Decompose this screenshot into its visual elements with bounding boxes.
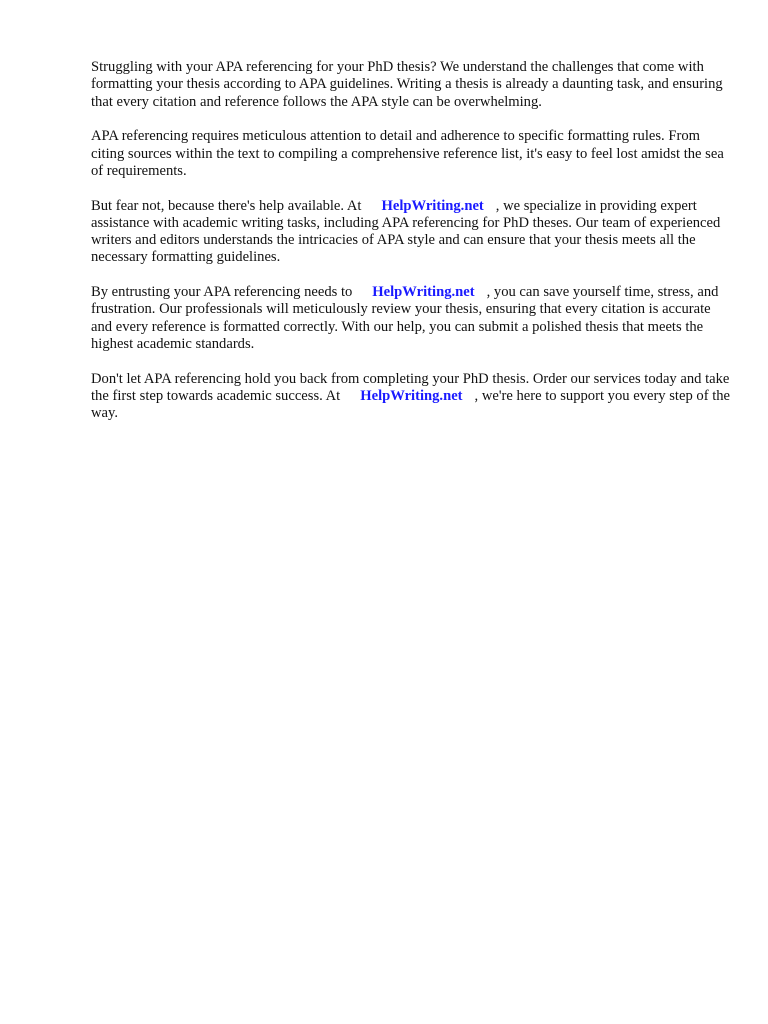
paragraph-closing-before: Don't let APA referencing hold you back from completing your PhD thesis. Order our services today and take the first step towards academic success. At (91, 370, 730, 405)
paragraph-intro (91, 59, 731, 111)
link-gap (475, 284, 487, 300)
paragraph-closing-after: , we're here to support you every step of the way. (91, 388, 731, 422)
document-body (91, 59, 731, 440)
paragraph-entrusting-before: By entrusting your APA referencing needs to (91, 284, 353, 301)
paragraph-entrusting (91, 284, 731, 353)
paragraph-requirements (91, 128, 731, 180)
paragraph-entrusting-after: , you can save yourself time, stress, and frustration. Our professionals will meticulously review your thesis, ensuring that every citation is accurate and every reference is formatted correctly. With our help, you can submit a polished thesis that meets the highest academic standards. (91, 284, 719, 353)
paragraph-intro-text: Struggling with your APA referencing for your PhD thesis? We understand the challenges that come with formatting your thesis according to APA guidelines. Writing a thesis is already a daunting task, and ensuring that every citation and reference follows the APA style can be overwhelming. (91, 59, 723, 110)
helpwriting-link[interactable]: HelpWriting.net (381, 197, 484, 214)
paragraph-requirements-text: APA referencing requires meticulous attention to detail and adherence to specific formatting rules. From citing sources within the text to compiling a comprehensive reference list, it's easy to feel lost amidst the sea of requirements. (91, 128, 724, 179)
paragraph-help-available (91, 198, 731, 267)
helpwriting-link[interactable]: HelpWriting.net (360, 388, 463, 405)
paragraph-closing (91, 371, 731, 423)
paragraph-help-available-before: But fear not, because there's help available. At (91, 197, 362, 214)
helpwriting-link[interactable]: HelpWriting.net (372, 284, 475, 301)
link-gap (463, 388, 475, 404)
link-gap (484, 198, 496, 214)
paragraph-help-available-after: , we specialize in providing expert assistance with academic writing tasks, including APA referencing for PhD theses. Our team of experienced writers and editors understands the intricacies of APA style and can ensure that your thesis meets all the necessary formatting guidelines. (91, 197, 721, 266)
